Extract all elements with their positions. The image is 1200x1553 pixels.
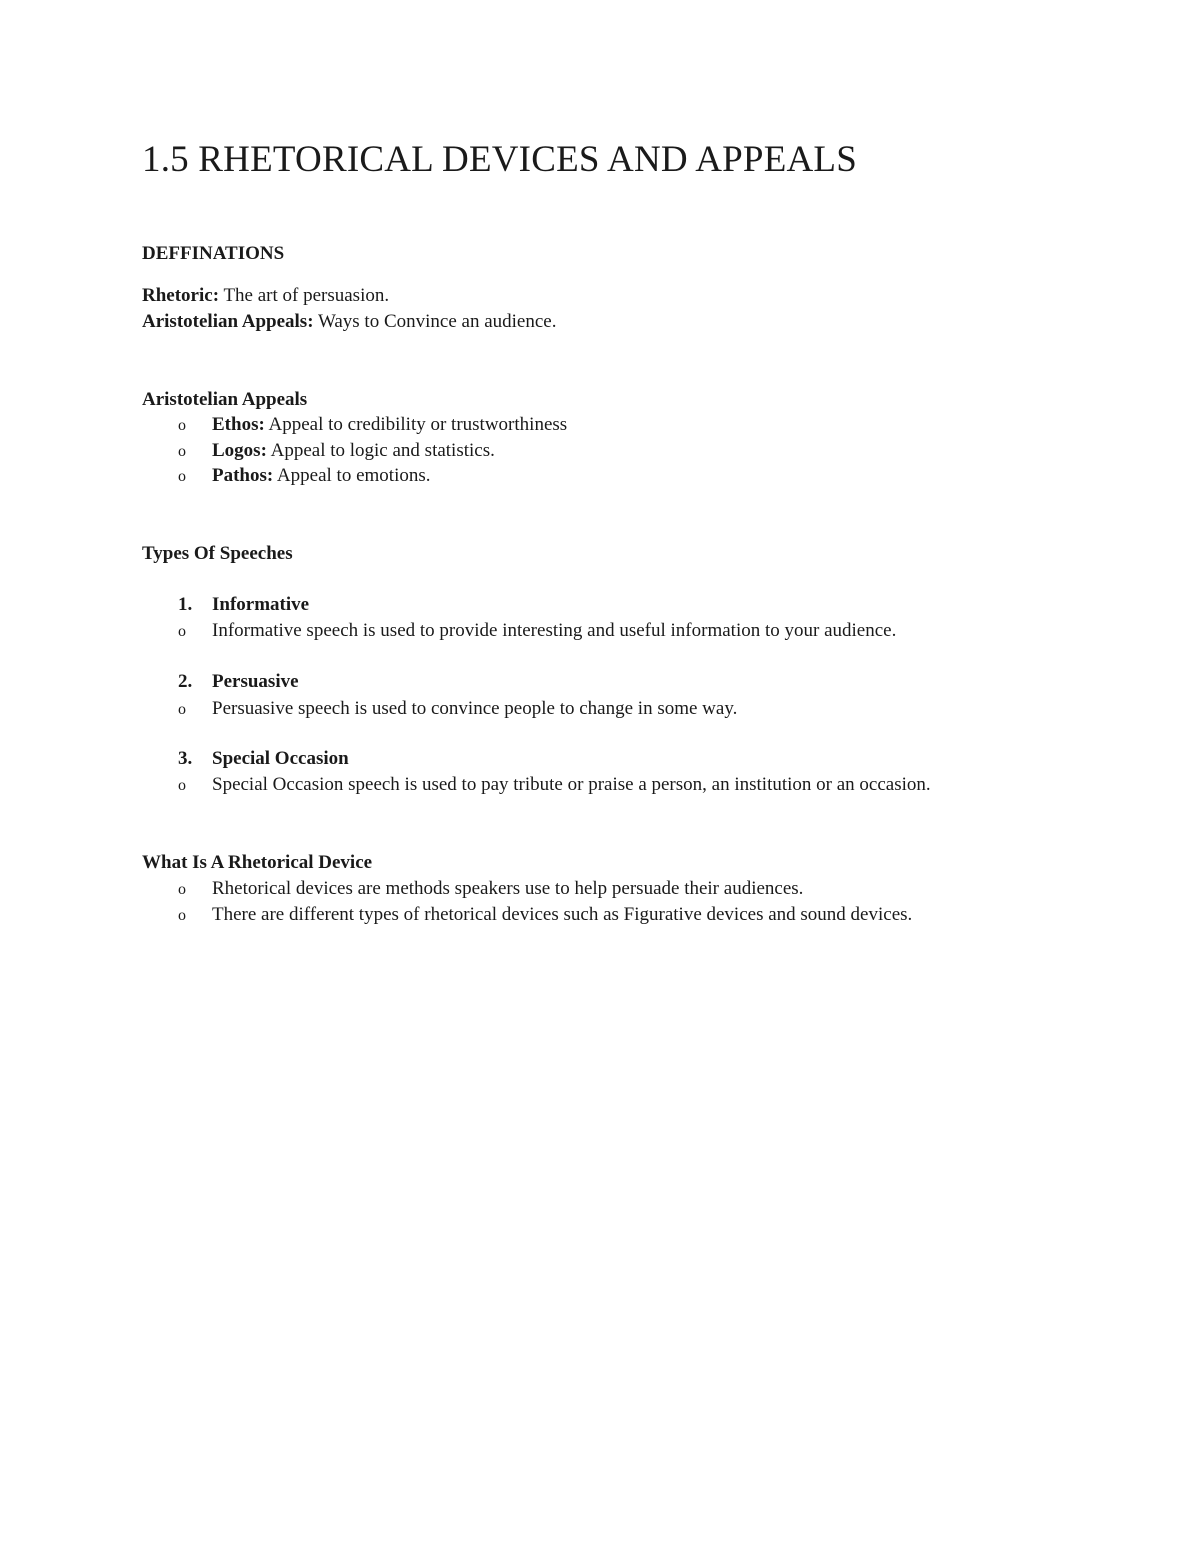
list-item-ethos (178, 413, 567, 438)
definition-text: Ways to Convince an audience. (313, 311, 557, 332)
list-item-pathos (178, 464, 431, 489)
bullet-icon: o (178, 623, 186, 640)
speech-desc-persuasive (178, 697, 737, 722)
page-title: 1.5 RHETORICAL DEVICES AND APPEALS (142, 139, 858, 180)
appeal-text: Appeal to credibility or trustworthiness (264, 414, 568, 435)
list-number: 1. (178, 594, 193, 615)
appeal-term: Ethos: (212, 414, 265, 435)
appeals-heading: Aristotelian Appeals (142, 389, 308, 410)
bullet-icon: o (178, 443, 186, 460)
list-number: 2. (178, 671, 193, 692)
speech-type-informative (178, 593, 309, 617)
bullet-icon: o (178, 907, 186, 924)
list-number: 3. (178, 748, 193, 769)
device-text: There are different types of rhetorical devices such as Figurative devices and sound devices. (212, 904, 913, 925)
appeal-term: Pathos: (212, 465, 274, 486)
speech-type-name: Special Occasion (212, 748, 349, 769)
definition-text: The art of persuasion. (219, 285, 390, 306)
bullet-icon: o (178, 881, 186, 898)
speech-type-name: Persuasive (212, 671, 299, 692)
definition-rhetoric (142, 284, 389, 308)
device-text: Rhetorical devices are methods speakers use to help persuade their audiences. (212, 878, 804, 899)
definitions-heading: DEFFINATIONS (142, 243, 285, 264)
speech-type-special-occasion (178, 747, 349, 771)
appeal-text: Appeal to emotions. (273, 465, 431, 486)
speech-type-desc: Special Occasion speech is used to pay tribute or praise a person, an institution or an occasion. (212, 774, 931, 795)
speech-type-persuasive (178, 670, 299, 694)
speech-desc-special-occasion (178, 773, 931, 798)
bullet-icon: o (178, 417, 186, 434)
definition-term: Rhetoric: (142, 285, 220, 306)
appeal-text: Appeal to logic and statistics. (266, 440, 495, 461)
bullet-icon: o (178, 701, 186, 718)
speech-type-name: Informative (212, 594, 310, 615)
bullet-icon: o (178, 468, 186, 485)
speeches-heading: Types Of Speeches (142, 543, 293, 564)
appeal-term: Logos: (212, 440, 267, 461)
speech-desc-informative (178, 619, 896, 644)
speech-type-desc: Informative speech is used to provide interesting and useful information to your audience. (212, 620, 897, 641)
definition-term: Aristotelian Appeals: (142, 311, 314, 332)
list-item-device-definition (178, 877, 803, 902)
list-item-device-types (178, 903, 912, 928)
speech-type-desc: Persuasive speech is used to convince people to change in some way. (212, 698, 738, 719)
list-item-logos (178, 439, 495, 464)
device-heading: What Is A Rhetorical Device (142, 852, 373, 873)
bullet-icon: o (178, 777, 186, 794)
definition-aristotelian-appeals (142, 310, 556, 334)
